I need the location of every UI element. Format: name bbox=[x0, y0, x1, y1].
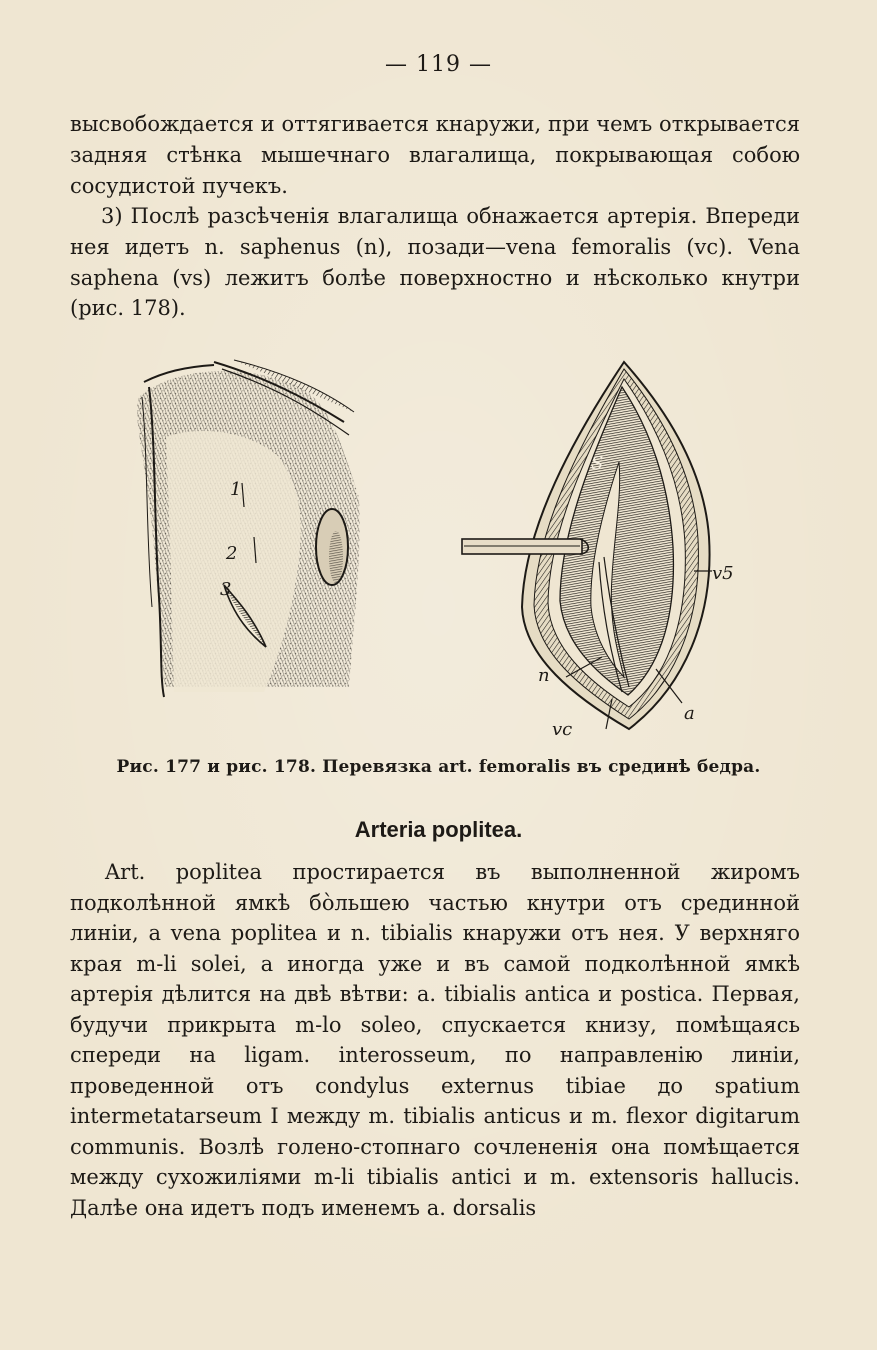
paragraph-step-3: 3) Послѣ разсѣченія влагалища обнажается артерія. Впереди нея идетъ n. saphenus (n), позади—vena femoralis (vc). Vena saphena (vs) лежитъ болѣе поверхностно и нѣсколько кнутри (рис. 178). bbox=[70, 204, 800, 321]
fig-177 bbox=[137, 360, 360, 697]
anatomical-figures bbox=[104, 357, 774, 749]
fig178-label-s: S bbox=[591, 453, 604, 474]
paragraph-arteria-poplitea: Art. poplitea простирается въ выполненной жиромъ подколѣнной ямкѣ бо̀льшею частью кнутри отъ срединной линіи, а vena poplitea и n. tibialis кнаружи отъ нея. У верхняго края m-li solei, а иногда уже и въ самой подколѣнной ямкѣ артерія дѣлится на двѣ вѣтви: a. tibialis antica и postica. Первая, будучи прикрыта m-lo soleo, спускается книзу, помѣщаясь спереди на ligam. interosseum, по направленію линіи, проведенной отъ condylus externus tibiae до spatium intermetatarseum I между m. tibialis anticus и m. flexor digitarum communis. Возлѣ голено-стопнаго сочлененія она помѣщается между сухожиліями m-li tibialis antici и m. extensoris hallucis. Далѣе она идетъ подъ именемъ a. dorsalis bbox=[70, 860, 800, 1220]
paragraph-continuation: высвобождается и оттягивается кнаружи, при чемъ открывается задняя стѣнка мышечнаго влагалища, покрывающая собою сосудистой пучекъ. bbox=[70, 112, 800, 198]
fig177-label-2: 2 bbox=[226, 543, 238, 564]
fig178-label-a: a bbox=[684, 703, 695, 724]
fig178-label-vc: vc bbox=[552, 719, 573, 740]
page-number: — 119 — bbox=[385, 52, 492, 77]
figure-caption: Рис. 177 и рис. 178. Перевязка art. femoralis въ срединѣ бедра. bbox=[116, 757, 761, 777]
section-heading: Arteria poplitea. bbox=[354, 817, 523, 842]
fig178-label-n: n bbox=[538, 665, 550, 686]
figure-illustration bbox=[104, 357, 774, 749]
fig178-label-vs: v5 bbox=[712, 563, 734, 584]
fig177-label-1: 1 bbox=[230, 479, 242, 500]
fig-178 bbox=[462, 362, 734, 740]
fig177-label-3: 3 bbox=[220, 579, 232, 600]
